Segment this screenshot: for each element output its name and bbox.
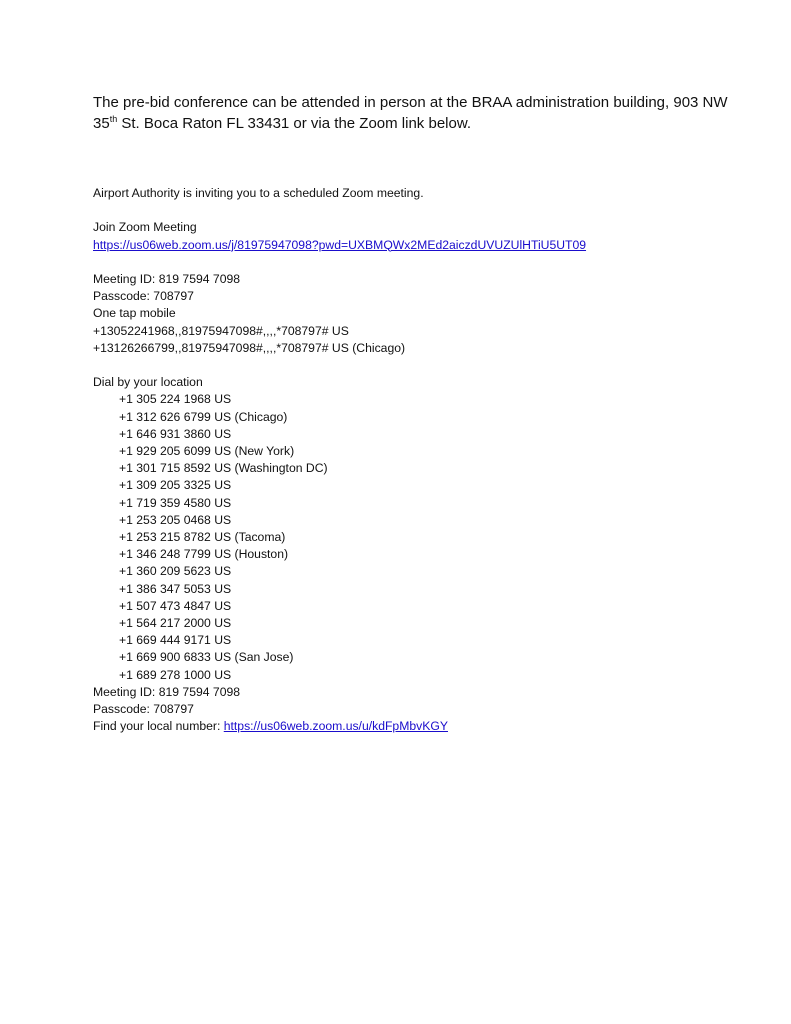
spacer (93, 134, 733, 185)
dial-number: +1 507 473 4847 US (119, 598, 232, 613)
dial-number: +1 312 626 6799 US (Chicago) (119, 409, 288, 424)
dial-number: +1 305 224 1968 US (119, 392, 232, 407)
dial-number: +1 689 278 1000 US (119, 667, 232, 682)
intro-text-part2: St. Boca Raton FL 33431 or via the Zoom link below. (117, 115, 472, 132)
footer-meeting-id: Meeting ID: 819 7594 7098 (93, 684, 241, 699)
dial-number: +1 669 444 9171 US (119, 633, 232, 648)
intro-paragraph (93, 92, 733, 134)
one-tap-number: +13052241968,,81975947098#,,,,*708797# US (93, 323, 349, 338)
spacer (93, 202, 733, 219)
find-local-number-line (93, 718, 733, 735)
spacer (93, 357, 733, 374)
dial-number: +1 646 931 3860 US (119, 426, 232, 441)
join-meeting-link[interactable]: https://us06web.zoom.us/j/81975947098?pwd=UXBMQWx2MEd2aiczdUVUZUlHTiU5UT09 (93, 237, 587, 252)
dial-number: +1 309 205 3325 US (119, 478, 232, 493)
dial-number-list (93, 391, 733, 683)
dial-number: +1 253 215 8782 US (Tacoma) (119, 530, 286, 545)
dial-number: +1 301 715 8592 US (Washington DC) (119, 461, 328, 476)
spacer (93, 254, 733, 271)
dial-number: +1 929 205 6099 US (New York) (119, 444, 295, 458)
meeting-id: Meeting ID: 819 7594 7098 (93, 271, 241, 286)
dial-number: +1 719 359 4580 US (119, 495, 232, 510)
dial-number: +1 564 217 2000 US (119, 616, 232, 631)
find-local-number-link[interactable]: https://us06web.zoom.us/u/kdFpMbvKGY (223, 719, 448, 734)
dial-number: +1 360 209 5623 US (119, 564, 232, 579)
intro-ordinal-suffix: th (109, 114, 118, 124)
one-tap-number: +13126266799,,81975947098#,,,,*708797# US (Chicago) (93, 340, 406, 355)
document-page (93, 92, 733, 735)
dial-label: Dial by your location (93, 375, 203, 390)
dial-number: +1 669 900 6833 US (San Jose) (119, 650, 294, 665)
join-label: Join Zoom Meeting (93, 220, 197, 235)
passcode: Passcode: 708797 (93, 289, 194, 304)
invite-line: Airport Authority is inviting you to a scheduled Zoom meeting. (93, 186, 424, 200)
dial-number: +1 386 347 5053 US (119, 581, 232, 596)
find-local-number-label: Find your local number: (93, 719, 224, 734)
footer-passcode: Passcode: 708797 (93, 702, 194, 717)
intro-text-part1: The pre-bid conference can be attended in person at the BRAA administration building, 903 NW 35 (93, 94, 728, 132)
one-tap-label: One tap mobile (93, 306, 176, 321)
dial-number: +1 253 205 0468 US (119, 512, 232, 527)
zoom-invitation (93, 185, 733, 735)
dial-number: +1 346 248 7799 US (Houston) (119, 547, 289, 562)
